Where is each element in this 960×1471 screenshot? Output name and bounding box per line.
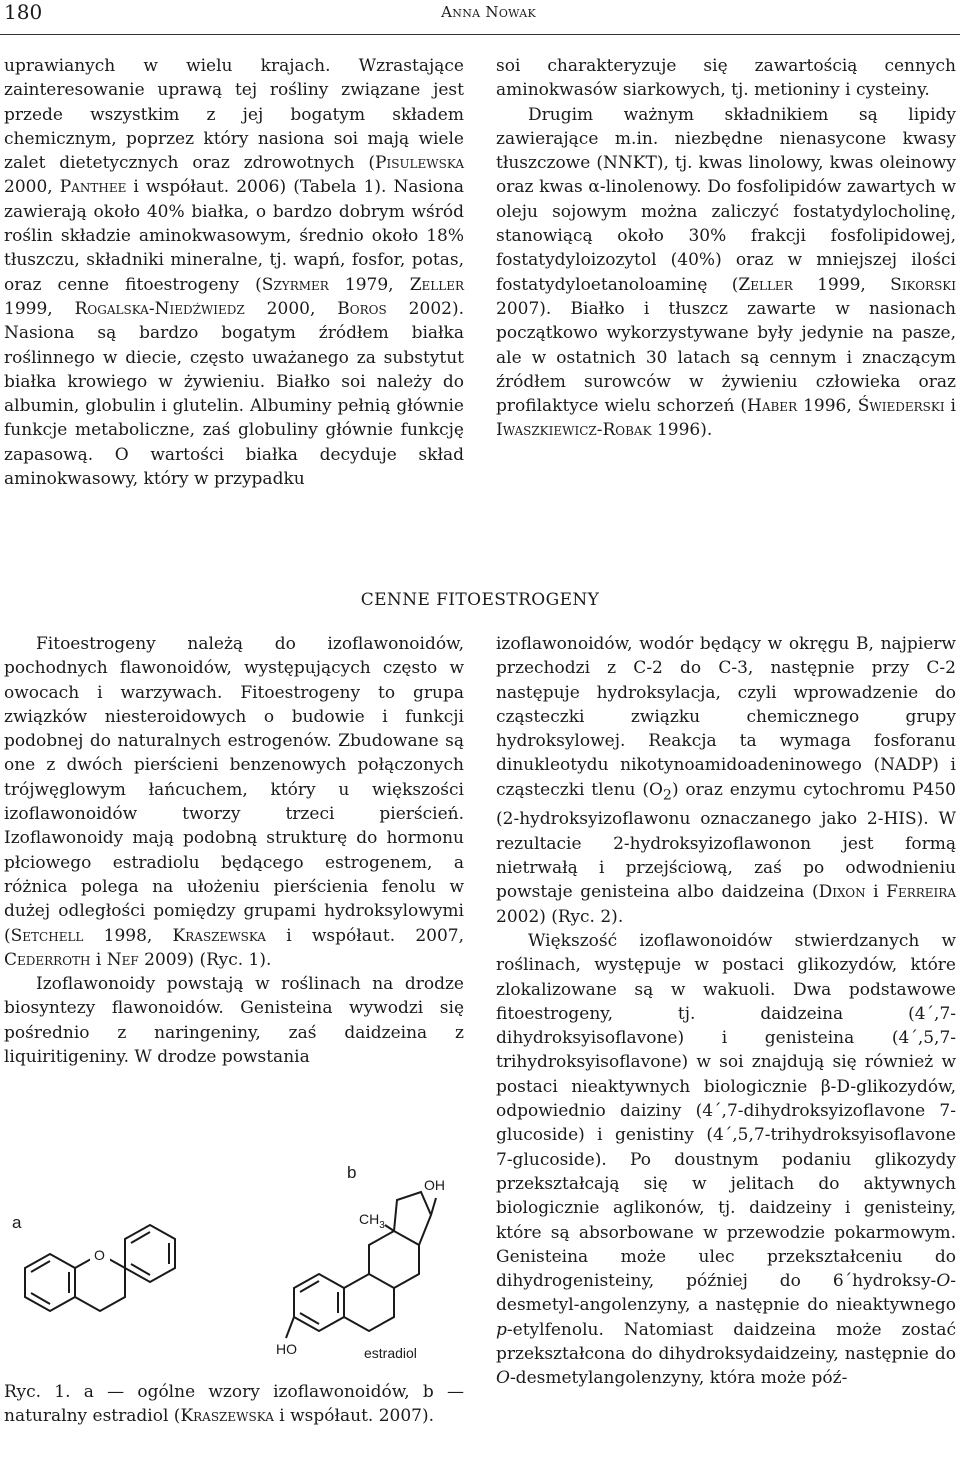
citation-author: Iwaszkiewicz-Robak <box>496 420 652 441</box>
phenyl-ring <box>125 1225 175 1282</box>
section-heading: CENNE FITOESTROGENY <box>360 590 600 610</box>
paragraph: soi charakteryzuje się zawartością cennych aminokwasów siarkowych, tj. metioniny i cysteiny. <box>496 56 956 101</box>
column-bottom-left <box>4 632 464 1069</box>
citation-author: Pisulewska <box>375 153 464 174</box>
citation-author: Rogalska-Niedźwiedz <box>74 298 245 319</box>
ring-a-estradiol <box>294 1274 344 1331</box>
citation-author: Panthee <box>59 177 127 198</box>
ring-b-estradiol <box>344 1274 394 1331</box>
running-head-author: Anna Nowak <box>441 3 536 21</box>
citation-author: Zeller <box>409 274 464 295</box>
ring-d-estradiol <box>394 1192 431 1245</box>
paragraph: Izoflawonoidy powstają w roślinach na drodze biosyntezy flawonoidów. Genisteina wywodzi się pośrednio z naringeniny, zaś daidzeina z liquiritigeniny. W drodze powstania <box>4 974 464 1068</box>
citation-author: Nef <box>106 949 139 970</box>
atom-oxygen: O <box>94 1247 105 1263</box>
atom-hydroxyl-ho: HO <box>276 1341 297 1357</box>
citation-author: Cederroth <box>4 949 91 970</box>
figure-caption: Ryc. 1. a — ogólne wzory izoflawonoidów, b — naturalny estradiol (Kraszewska i współaut. 2007). <box>4 1382 464 1427</box>
citation-author: Zeller <box>738 274 793 295</box>
atom-hydroxyl: OH <box>424 1177 445 1193</box>
citation-author: Kraszewska <box>172 925 266 946</box>
figure-structural-formulas <box>4 1150 464 1370</box>
citation-author: Kraszewska <box>180 1406 274 1427</box>
citation-author: Boros <box>337 298 387 319</box>
paragraph: Drugim ważnym składnikiem są lipidy zawierające m.in. niezbędne nienasycone kwasy tłuszczowe (NNKT), tj. kwas linolowy, kwas oleinowy oraz kwas α-linolenowy. Do fosfolipidów zawartych w oleju sojowym można zaliczyć fostatydylocholinę, stanowiącą około 30% frakcji fosfolipidowej, fostatydyloizozytol (40%) oraz w mniejszej ilości fostatydyloetanoloaminę (Zeller 1999, Sikorski 2007). Białko i tłuszcz zawarte w nasionach początkowo wykorzystywane były jedynie na pasze, ale w ostatnich 30 latach są cennym i znaczącym źródłem surowców w żywieniu człowieka oraz profilaktyce wielu schorzeń (Haber 1996, Świederski i Iwaszkiewicz-Robak 1996). <box>496 104 956 441</box>
atom-methyl: $CH_3$ <box>359 1211 385 1231</box>
citation-author: Setchell <box>10 925 84 946</box>
benzene-ring-a <box>25 1254 75 1311</box>
citation-author: Sikorski <box>890 274 956 295</box>
paragraph: uprawianych w wielu krajach. Wzrastające zainteresowanie uprawą tej rośliny związane jest przede wszystkim z jej bogatym składem chemicznym, poprzez który nasiona soi mają wiele zalet dietetycznych oraz zdrowotnych (Pisulewska 2000, Panthee i współaut. 2006) (Tabela 1). Nasiona zawierają około 40% białka, o bardzo dobrym wśród roślin składzie aminokwasowym, średnio około 18% tłuszczu, składniki mineralne, tj. wapń, fosfor, potas, oraz cenne fitoestrogeny (Szyrmer 1979, Zeller 1999, Rogalska-Niedźwiedz 2000, Boros 2002). Nasiona są bardzo bogatym źródłem białka roślinnego w diecie, często uważanego za substytut białka krowiego w żywieniu. Białko soi należy do albumin, globulin i glutelin. Albuminy pełnią głównie funkcje metaboliczne, zaś globuliny głównie funkcję zapasową. O wartości białka decyduje skład aminokwasowy, który w przypadku <box>4 56 464 490</box>
compound-name: estradiol <box>364 1345 417 1361</box>
citation-author: Haber <box>747 396 798 417</box>
citation-author: Dixon <box>818 882 866 903</box>
ring-c-estradiol <box>369 1231 419 1288</box>
citation-author: Ferreira <box>886 882 956 903</box>
label-a: a <box>12 1213 22 1232</box>
column-top-right <box>496 54 956 443</box>
citation-author: Szyrmer <box>261 274 329 295</box>
paragraph: Większość izoflawonoidów stwierdzanych w roślinach, występuje w postaci glikozydów, które zlokalizowane są w wakuoli. Dwa podstawowe fitoestrogeny, tj. daidzeina (4´,7-dihydroksyisoflavone) i genisteina (4´,5,7-trihydroksyisoflavone) w soi znajdują się również w postaci nieaktywnych biologicznie β-D-glikozydów, odpowiednio daiziny (4´,7-dihydroksyizoflavone 7-glucoside) i genistiny (4´,5,7-trihydroksyisoflavone 7-glucoside). Po doustnym podaniu glikozydy przekształcają się w jelitach do aktywnych biologicznie aglikonów, tj. daidzeiny i genisteiny, które są absorbowane w przewodzie pokarmowym. Genisteina może ulec przekształceniu do dihydrogenisteiny, później do 6´hydroksy-O-desmetyl-angolenzyny, a następnie do nieaktywnego p-etylfenolu. Natomiast daidzeina może zostać przekształcona do dihydroksydaidzeiny, następnie do O-desmetylangolenzyny, która może póź- <box>496 930 956 1389</box>
paragraph: Fitoestrogeny należą do izoflawonoidów, pochodnych flawonoidów, występujących często w owocach i warzywach. Fitoestrogeny to grupa związków niesteroidowych o budowie i funkcji podobnej do naturalnych estrogenów. Zbudowane są one z dwóch pierścieni benzenowych połączonych trójwęglowym łańcuchem, który u większości izoflawonoidów tworzy trzeci pierścień. Izoflawonoidy mają podobną strukturę do hormonu płciowego estradiolu będącego estrogenem, a różnica polega na ułożeniu pierścienia fenolu w dużej odległości pomiędzy grupami hydroksylowymi (Setchell 1998, Kraszewska i współaut. 2007, Cederroth i Nef 2009) (Ryc. 1). <box>4 634 464 970</box>
citation-author: Świederski <box>857 396 945 417</box>
page-number: 180 <box>4 0 43 24</box>
paragraph: izoflawonoidów, wodór będący w okręgu B, najpierw przechodzi z C-2 do C-3, następnie przy C-2 następuje hydroksylacja, czyli wprowadzenie do cząsteczki związku chemicznego grupy hydroksylowej. Reakcja ta wymaga fosforanu dinukleotydu nikotynoamidoadeninowego (NADP) i cząsteczki tlenu $(O_2)$ oraz enzymu cytochromu P450 (2-hydroksyizoflawonu oznaczanego jako 2-HIS). W rezultacie 2-hydroksyizoflawonon jest formą nietrwałą i przejściową, zaś po odwodnieniu powstaje genisteina albo daidzeina (Dixon i Ferreira 2002) (Ryc. 2). <box>496 634 956 927</box>
page-header <box>0 0 960 35</box>
molecule-drawing <box>4 1150 464 1370</box>
label-b: b <box>347 1163 357 1182</box>
column-bottom-right <box>496 632 956 1391</box>
column-top-left <box>4 54 464 491</box>
